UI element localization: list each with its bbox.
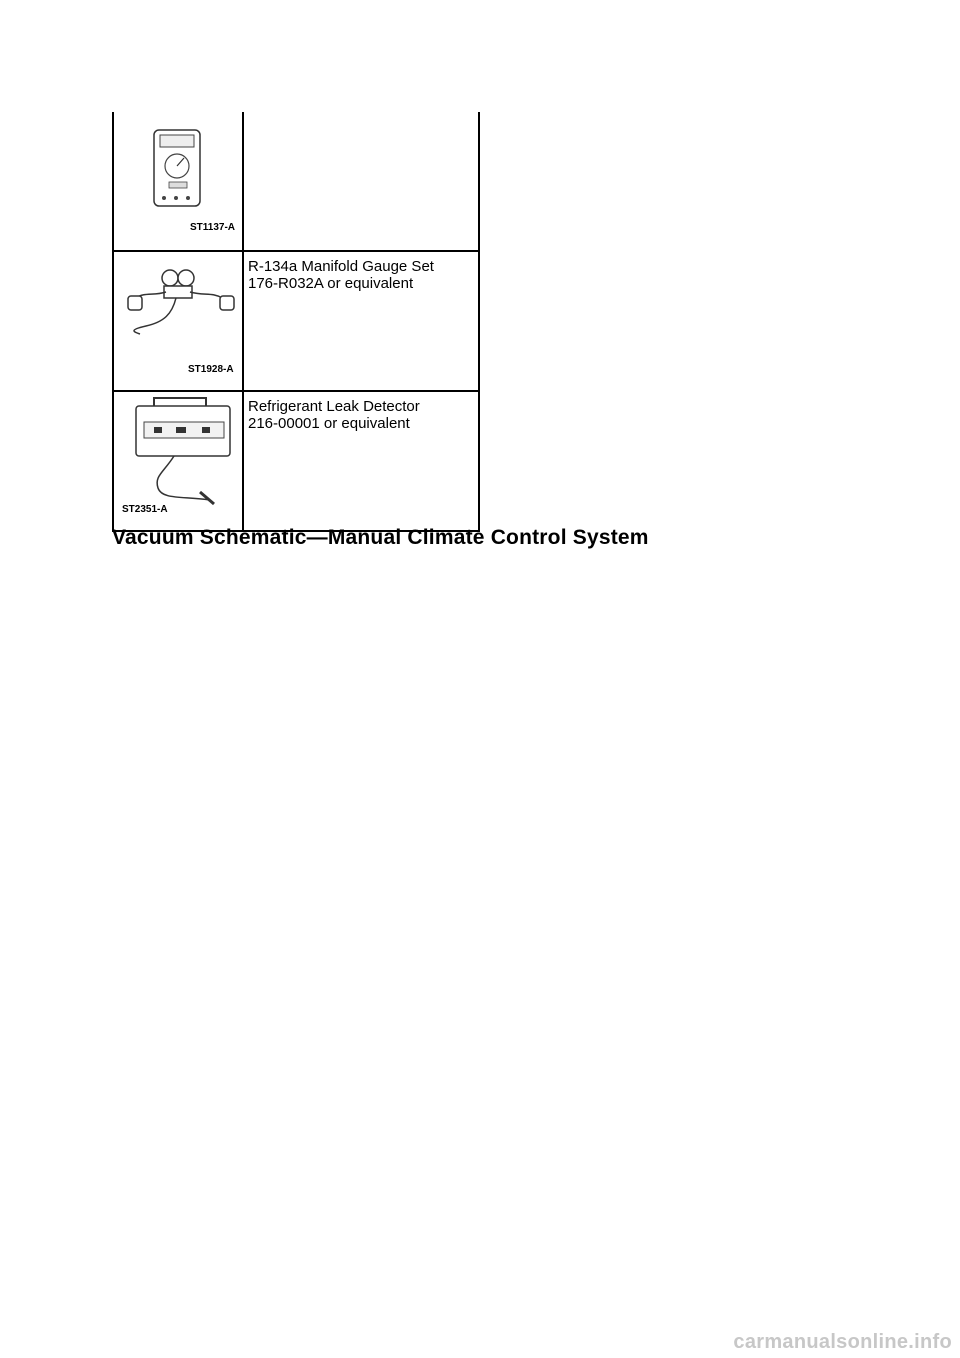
tool-number: 176-R032A or equivalent: [248, 275, 414, 292]
watermark: carmanualsonline.info: [733, 1331, 952, 1353]
tool-description-cell: [243, 251, 479, 391]
tool-name: Refrigerant Leak Detector: [248, 398, 420, 415]
tool-description-cell: [243, 391, 479, 531]
tool-image-cell: [113, 112, 243, 251]
tool-code: ST1137-A: [190, 222, 236, 233]
leak-detector-icon: [114, 392, 242, 520]
tool-description-cell: [243, 112, 479, 251]
manifold-gauge-set-icon: [114, 252, 242, 380]
tool-name: R-134a Manifold Gauge Set: [248, 258, 434, 275]
special-tools-table: [112, 112, 480, 532]
section-heading: Vacuum Schematic—Manual Climate Control System: [112, 526, 649, 549]
tool-image-cell: [113, 251, 243, 391]
table-row: [113, 391, 479, 531]
tool-code: ST1928-A: [188, 364, 234, 375]
table-row: [113, 112, 479, 251]
table-row: [113, 251, 479, 391]
tool-number: 216-00001 or equivalent: [248, 415, 410, 432]
tool-code: ST2351-A: [122, 504, 168, 515]
multimeter-icon: [114, 112, 242, 240]
tool-image-cell: [113, 391, 243, 531]
